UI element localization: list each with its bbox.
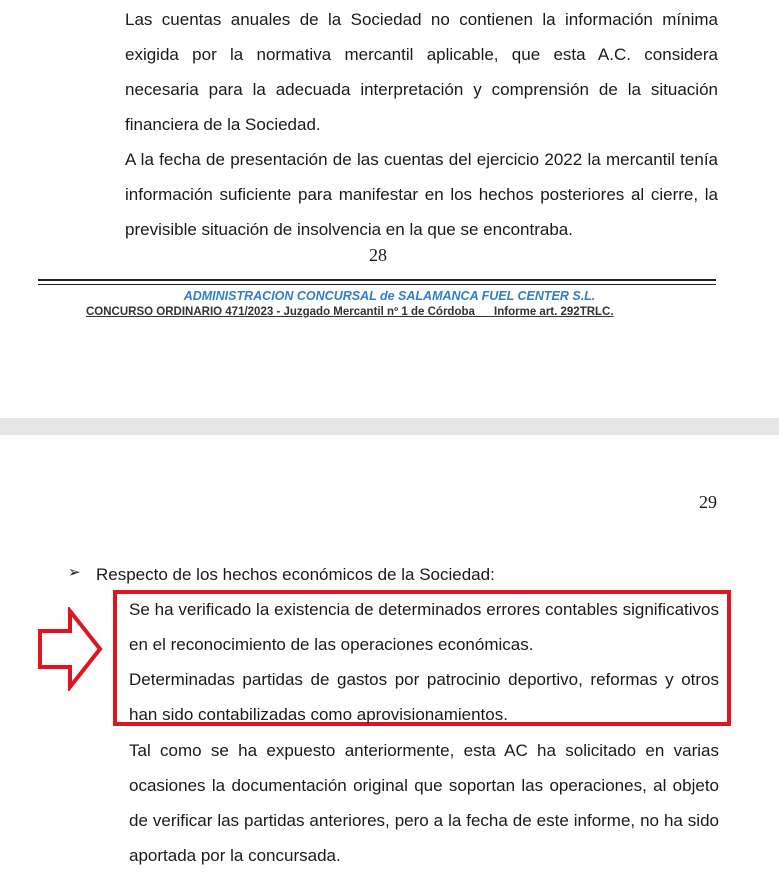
page-separator: [0, 418, 779, 435]
footer-rule-thin: [38, 284, 716, 285]
bullet-heading: Respecto de los hechos económicos de la Sociedad:: [96, 565, 495, 584]
paragraph-accounting-errors: Se ha verificado la existencia de determinados errores contables significativos en el reconocimiento de las operaciones económicas.: [129, 600, 719, 654]
page-28: [0, 0, 779, 418]
footer-title: ADMINISTRACION CONCURSAL de SALAMANCA FUEL CENTER S.L.: [183, 289, 596, 303]
arrow-right-outline-icon: [36, 607, 104, 696]
footer-subtitle: CONCURSO ORDINARIO 471/2023 - Juzgado Mercantil nº 1 de Córdoba Informe art. 292TRLC.: [86, 306, 614, 318]
paragraph-documentation-request: Tal como se ha expuesto anteriormente, esta AC ha solicitado en varias ocasiones la documentación original que soportan las operaciones, al objeto de verificar las partidas anteriores, pero a la fecha de este informe, no ha sido aportada por la concursada.: [129, 741, 719, 865]
paragraph-insolvency: A la fecha de presentación de las cuentas del ejercicio 2022 la mercantil tenía información suficiente para manifestar en los hechos posteriores al cierre, la previsible situación de insolvencia en la que se encontraba.: [125, 150, 718, 239]
paragraph-annual-accounts: Las cuentas anuales de la Sociedad no contienen la información mínima exigida por la normativa mercantil aplicable, que esta A.C. considera necesaria para la adecuada interpretación y comprensión de la situación financiera de la Sociedad.: [125, 10, 718, 134]
page-number-29: 29: [699, 492, 717, 512]
footer-rule-thick: [38, 279, 716, 281]
paragraph-expense-items: Determinadas partidas de gastos por patrocinio deportivo, reformas y otros han sido contabilizadas como aprovisionamientos.: [129, 670, 719, 724]
bullet-arrow-icon: ➢: [68, 564, 81, 581]
page-number-28: 28: [369, 245, 387, 265]
